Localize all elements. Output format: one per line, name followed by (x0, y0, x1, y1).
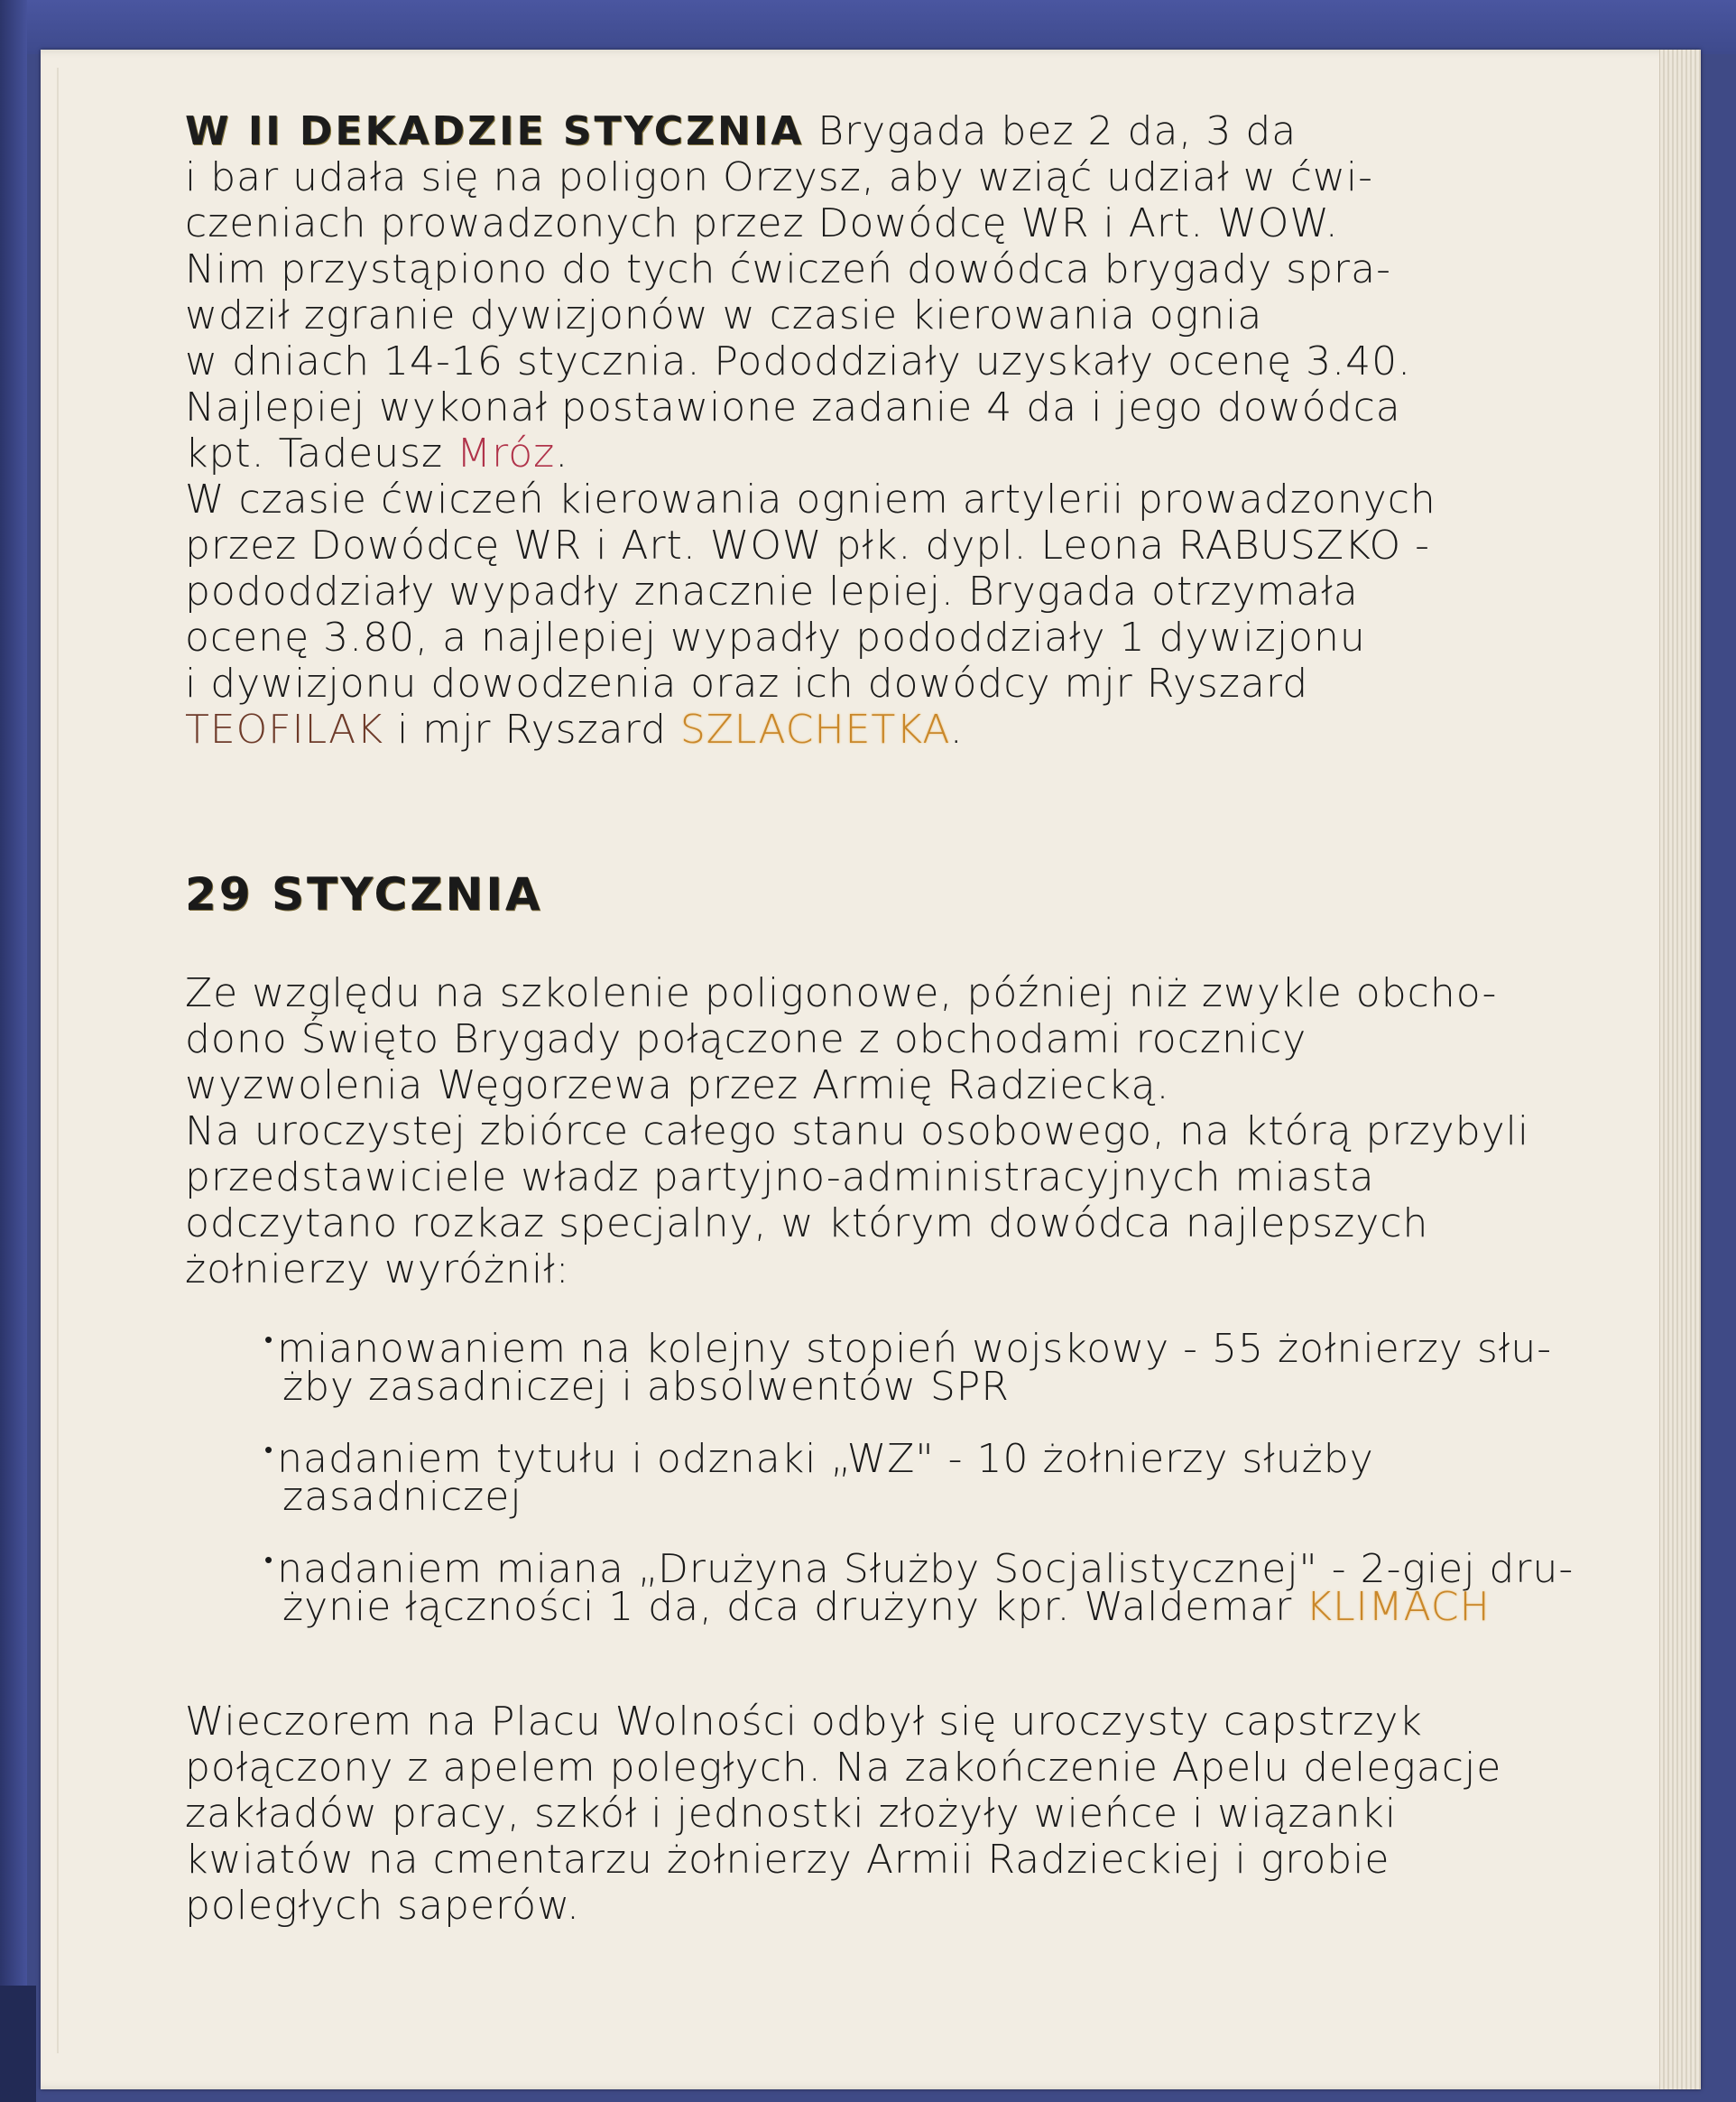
text-line: przez Dowódcę WR i Art. WOW płk. dypl. Leona RABUSZKO - (185, 523, 1430, 569)
text-line: Ze względu na szkolenie poligonowe, później niż zwykle obcho- (185, 970, 1498, 1016)
text-line: dono Święto Brygady połączone z obchodami rocznicy (185, 1016, 1307, 1062)
text-line: Nim przystąpiono do tych ćwiczeń dowódca brygady spra- (185, 246, 1391, 292)
text-line (264, 1428, 1574, 1482)
text-line (264, 1318, 1574, 1372)
text-line (264, 1584, 1574, 1630)
text-line: wyzwolenia Węgorzewa przez Armię Radziecką. (185, 1062, 1170, 1108)
highlighted-name: KLIMACH (1306, 1584, 1491, 1630)
text-line: pododdziały wypadły znacznie lepiej. Brygada otrzymała (185, 569, 1359, 615)
album-cover-spine (0, 0, 27, 2102)
text-line: Najlepiej wykonał postawione zadanie 4 da i jego dowódca (185, 384, 1401, 431)
text-line: wdził zgranie dywizjonów w czasie kierowania ognia (185, 292, 1263, 338)
text-line: Na uroczystej zbiórce całego stanu osobowego, na którą przybyli (185, 1108, 1530, 1154)
highlighted-name: Mróz (457, 431, 556, 477)
text-line: ocenę 3.80, a najlepiej wypadły pododdziały 1 dywizjonu (185, 615, 1366, 661)
text-fragment: Brygada bez 2 da, 3 da (817, 108, 1297, 154)
text-fragment: żynie łączności 1 da, dca drużyny kpr. Waldemar (282, 1584, 1307, 1630)
album-cover-top (0, 0, 1736, 54)
text-fragment: mianowaniem na kolejny stopień wojskowy - 55 żołnierzy słu- (277, 1326, 1553, 1372)
text-line (185, 431, 1436, 477)
section-january-decade (185, 108, 1436, 753)
text-fragment: . (949, 707, 964, 753)
text-line (185, 707, 1436, 753)
text-line: i dywizjonu dowodzenia oraz ich dowódcy mjr Ryszard (185, 661, 1309, 707)
bullet-dot-icon: • (264, 1547, 274, 1574)
bullet-dot-icon: • (264, 1437, 274, 1464)
text-line: odczytano rozkaz specjalny, w którym dowódca najlepszych (185, 1200, 1429, 1246)
text-line: połączony z apelem poległych. Na zakończenie Apelu delegacje (185, 1745, 1502, 1791)
text-line: zasadniczej (282, 1474, 522, 1520)
text-line (264, 1538, 1574, 1592)
text-line: w dniach 14-16 stycznia. Pododdziały uzyskały ocenę 3.40. (185, 338, 1412, 384)
text-line: Wieczorem na Placu Wolności odbył się uroczysty capstrzyk (185, 1699, 1423, 1745)
text-fragment: nadaniem tytułu i odznaki „WZ" - 10 żołnierzy służby (277, 1436, 1374, 1482)
text-line: zakładów pracy, szkół i jednostki złożyły wieńce i wiązanki (185, 1791, 1398, 1837)
highlighted-name: SZLACHETKA (679, 707, 950, 753)
text-line (185, 108, 1436, 154)
text-line: żołnierzy wyróżnił: (185, 1246, 570, 1292)
text-line: przedstawiciele władz partyjno-administracyjnych miasta (185, 1154, 1375, 1200)
album-binder-edge (0, 1986, 36, 2102)
text-line: i bar udała się na poligon Orzysz, aby wziąć udział w ćwi- (185, 154, 1374, 200)
highlighted-name: TEOFILAK (185, 707, 384, 753)
text-fragment: kpt. Tadeusz (185, 431, 444, 477)
paragraph-celebration (185, 970, 1529, 1292)
text-fragment: . (555, 431, 569, 477)
section-title-29-january: 29 STYCZNIA (185, 868, 543, 921)
list-item (264, 1318, 1574, 1410)
page-fold-line (57, 68, 59, 2053)
text-line: poległych saperów. (185, 1883, 581, 1929)
list-item (264, 1428, 1574, 1520)
bullet-list-awards (264, 1318, 1574, 1630)
text-line: W czasie ćwiczeń kierowania ogniem artylerii prowadzonych (185, 477, 1436, 523)
heading-decade: W II DEKADZIE STYCZNIA (185, 108, 805, 154)
text-fragment: i mjr Ryszard (383, 707, 680, 753)
text-line: kwiatów na cmentarzu żołnierzy Armii Radzieckiej i grobie (185, 1837, 1390, 1883)
bullet-dot-icon: • (264, 1327, 274, 1354)
list-item (264, 1538, 1574, 1630)
text-line: czeniach prowadzonych przez Dowódcę WR i Art. WOW. (185, 200, 1339, 246)
text-fragment: nadaniem miana „Drużyna Służby Socjalistycznej" - 2-giej dru- (277, 1546, 1574, 1592)
paragraph-evening-ceremony (185, 1699, 1501, 1929)
text-line: żby zasadniczej i absolwentów SPR (282, 1364, 1010, 1410)
page-stack-edge (1659, 50, 1701, 2089)
